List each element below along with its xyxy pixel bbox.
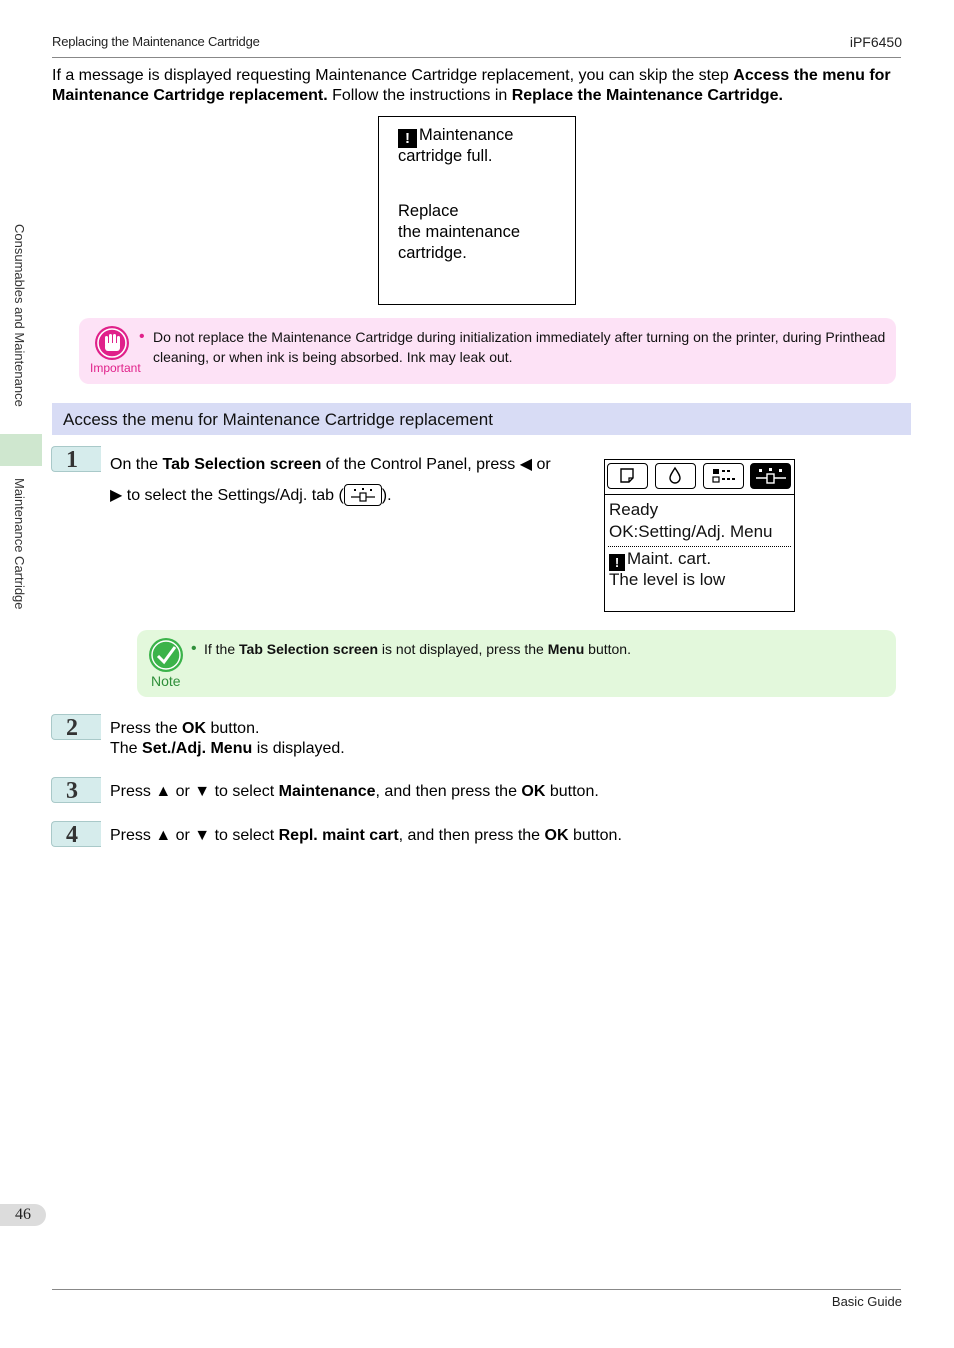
step-4-b2: OK: [544, 827, 569, 844]
footer-guide-name: Basic Guide: [831, 1294, 902, 1309]
hand-stop-icon: [95, 326, 129, 360]
left-arrow-icon: ◀: [519, 456, 532, 473]
step-4-text: [110, 826, 622, 846]
step-4-t2: , and then press the: [398, 827, 545, 844]
step-number-1: 1: [51, 446, 101, 472]
message-line-1: [398, 125, 513, 148]
side-tab-topic[interactable]: [0, 474, 40, 634]
display-message-box: [378, 116, 576, 305]
settings-tab-icon: [750, 463, 791, 489]
step-3-t3: button.: [545, 783, 599, 800]
step-number-2: 2: [51, 714, 101, 740]
page-number: 46: [0, 1204, 46, 1226]
bullet: •: [191, 640, 197, 657]
step-4-t3: button.: [568, 827, 622, 844]
side-tab-active-marker: [0, 434, 42, 466]
message-line-3: Replace: [398, 202, 459, 220]
intro-link-access-menu[interactable]: Access the menu for Maintenance Cartridge replacement.: [52, 67, 891, 104]
message-line-5: cartridge.: [398, 244, 467, 262]
important-label: Important: [90, 361, 141, 375]
intro-link-replace[interactable]: Replace the Maintenance Cartridge.: [511, 87, 783, 104]
step-3-t2: , and then press the: [375, 783, 522, 800]
step-number-4: 4: [51, 821, 101, 847]
running-header-model: iPF6450: [849, 34, 902, 50]
step-1-t3: or: [532, 456, 551, 473]
step-2-t2: button.: [206, 720, 260, 737]
step-2-t3: The: [110, 740, 143, 757]
bullet: •: [139, 328, 145, 345]
step-number-3: 3: [51, 777, 101, 803]
lcd-line-level: The level is low: [609, 570, 726, 589]
message-text-1: Maintenance: [419, 126, 514, 144]
settings-adj-tab-icon: [344, 484, 382, 506]
paper-tab-icon: [607, 463, 648, 489]
ink-tab-icon: [655, 463, 696, 489]
section-heading: [52, 403, 911, 435]
right-arrow-icon: ▶: [110, 487, 123, 504]
step-2-b1: OK: [182, 720, 207, 737]
intro-text-2: Follow the instructions in: [327, 87, 512, 104]
side-tab-topic-label: Maintenance Cartridge: [12, 478, 27, 610]
note-t2: is not displayed, press the: [378, 641, 548, 657]
running-header-section: Replacing the Maintenance Cartridge: [52, 34, 260, 49]
lcd-tab-bar: [605, 460, 794, 495]
note-b2: Menu: [547, 641, 585, 657]
step-2-text: [110, 719, 345, 759]
step-2-t4: is displayed.: [252, 740, 345, 757]
step-3-t1: Press ▲ or ▼ to select: [110, 783, 279, 800]
message-line-4: the maintenance: [398, 223, 521, 241]
lcd-line-maint: [609, 548, 711, 571]
note-t1: If the: [204, 641, 240, 657]
step-3-text: [110, 782, 599, 802]
step-2-t1: Press the: [110, 720, 183, 737]
step-1-b1: Tab Selection screen: [162, 456, 322, 473]
step-1-t4: to select the Settings/Adj. tab (: [122, 487, 344, 504]
pencil-check-icon: [149, 638, 183, 672]
section-title: Access the menu for Maintenance Cartridge replacement: [63, 410, 493, 429]
lcd-divider: [608, 546, 791, 547]
control-panel-display: [604, 459, 795, 612]
step-1-t1: On the: [110, 456, 163, 473]
lcd-line-menu: OK:Setting/Adj. Menu: [609, 522, 773, 541]
note-text: [204, 639, 884, 659]
important-text: Do not replace the Maintenance Cartridge during initialization immediately after turning on the printer, during Printhead cleaning, or when ink is being absorbed. Ink may leak out.: [153, 329, 886, 365]
step-2-b2: Set./Adj. Menu: [142, 740, 253, 757]
footer-rule: [52, 1289, 901, 1290]
side-tab-chapter-label: Consumables and Maintenance: [12, 224, 27, 407]
intro-paragraph: [52, 66, 904, 106]
step-3-b2: OK: [521, 783, 546, 800]
step-4-b1: Repl. maint cart: [278, 827, 399, 844]
job-tab-icon: [703, 463, 744, 489]
header-rule: [52, 57, 901, 58]
step-3-b1: Maintenance: [278, 783, 376, 800]
lcd-line-ready: Ready: [609, 500, 659, 519]
side-tab-chapter[interactable]: [0, 220, 40, 430]
warning-icon: !: [398, 129, 417, 148]
note-b1: Tab Selection screen: [239, 641, 379, 657]
important-callout: [79, 318, 896, 384]
lcd-warning-icon: !: [609, 554, 625, 571]
step-4-t1: Press ▲ or ▼ to select: [110, 827, 279, 844]
note-label: Note: [151, 673, 181, 689]
step-1-text: [110, 449, 590, 511]
message-line-2: cartridge full.: [398, 147, 493, 165]
lcd-maint-text: Maint. cart.: [627, 549, 712, 568]
note-callout: [137, 630, 896, 697]
step-1-t2: of the Control Panel, press: [321, 456, 520, 473]
step-1-t5: ).: [381, 487, 392, 504]
note-t3: button.: [584, 641, 631, 657]
intro-text-1: If a message is displayed requesting Maintenance Cartridge replacement, you can skip the step: [52, 67, 734, 84]
